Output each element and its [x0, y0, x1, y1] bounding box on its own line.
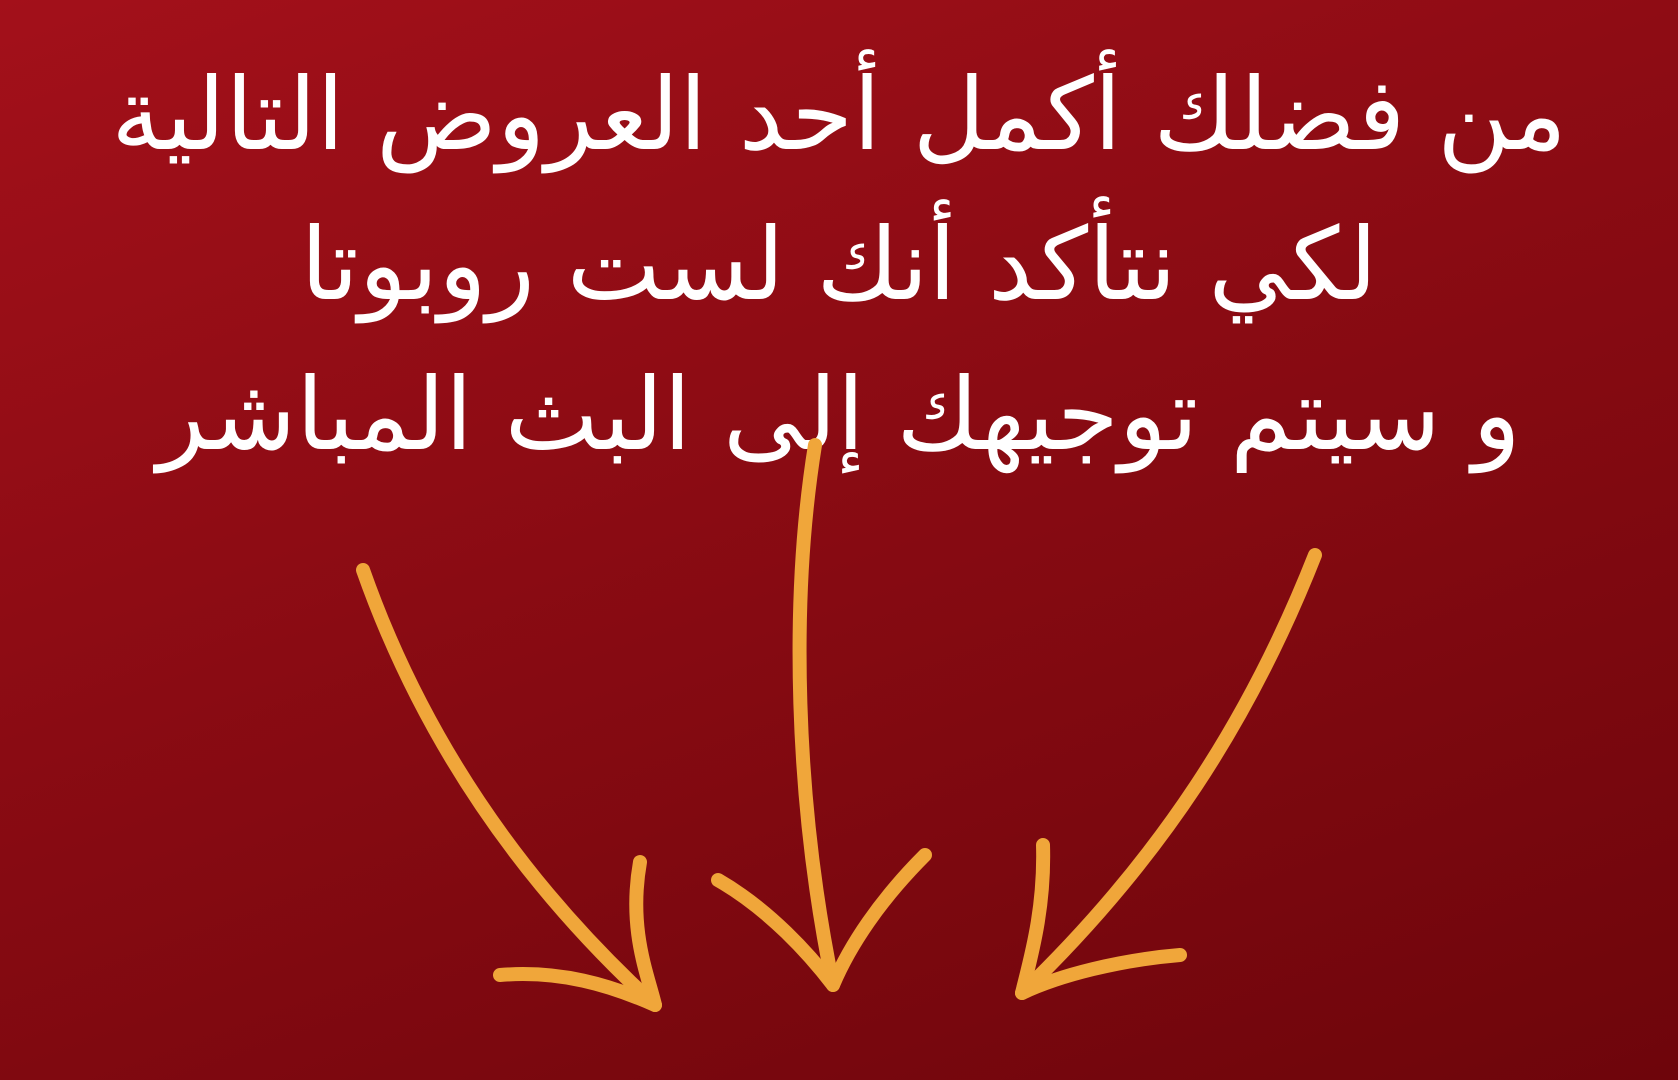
center-arrow-icon	[718, 445, 925, 985]
message-line-1: من فضلك أكمل أحد العروض التالية	[111, 56, 1567, 173]
left-arrow-icon	[363, 570, 655, 1005]
message-line-3: و سيتم توجيهك إلى البث المباشر	[157, 356, 1521, 473]
message-line-2: لكي نتأكد أنك لست روبوتا	[300, 206, 1378, 323]
right-arrow-icon	[1022, 555, 1315, 993]
